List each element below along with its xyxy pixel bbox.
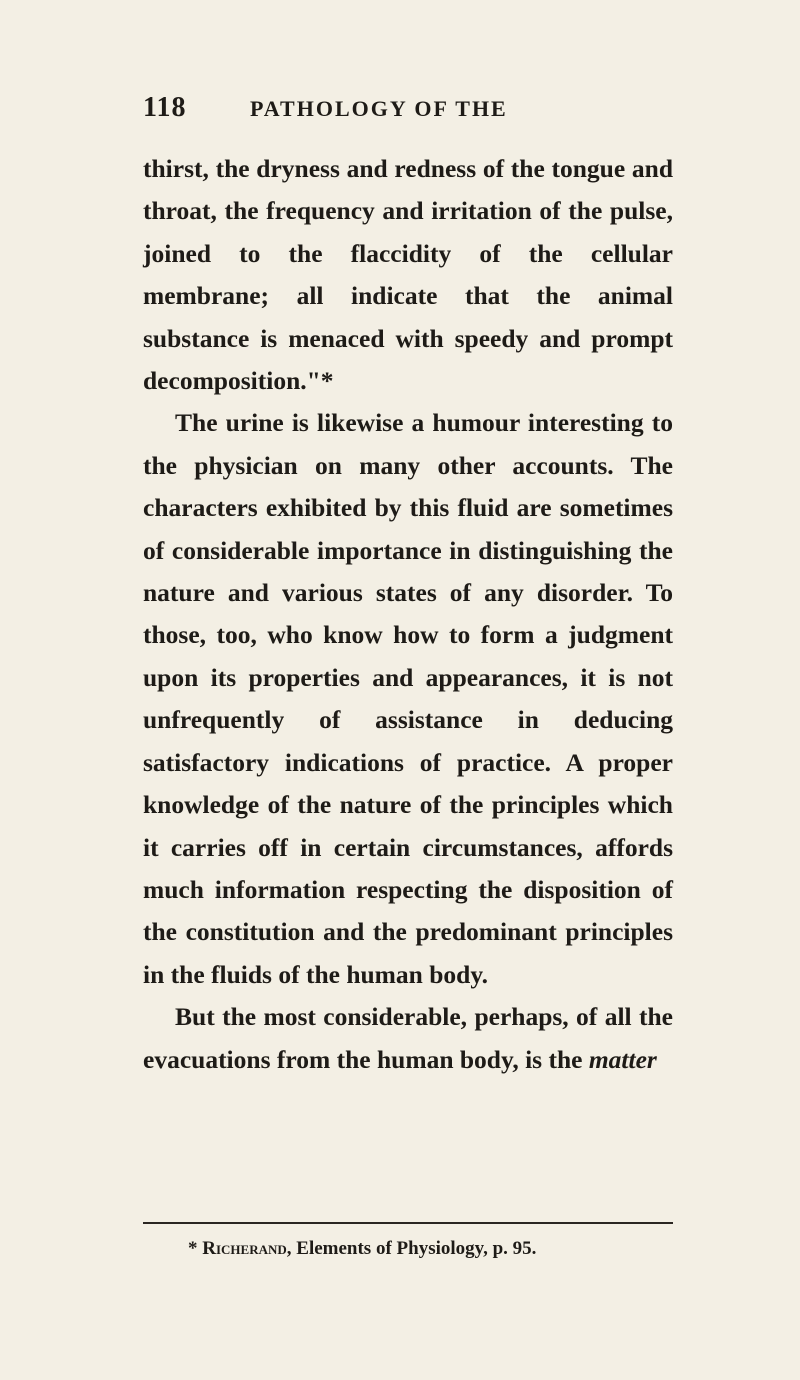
footnote-rule: [143, 1222, 673, 1224]
body-text: [143, 148, 673, 1081]
footnote: [188, 1236, 668, 1262]
page-header: [143, 92, 663, 132]
paragraph-3: [143, 996, 673, 1081]
running-head: PATHOLOGY OF THE: [250, 96, 508, 121]
paragraph-3-emphasis: matter: [588, 1044, 657, 1074]
footnote-citation: Elements of Physiology, p. 95.: [296, 1238, 537, 1259]
footnote-author: Richerand,: [202, 1238, 292, 1259]
footnote-marker: *: [188, 1238, 198, 1259]
paragraph-2: [143, 402, 673, 996]
paragraph-1: [143, 148, 673, 402]
page-number: 118: [143, 92, 187, 123]
paragraph-2-text: The urine is likewise a humour interesting to the physician on many other accounts. The characters exhibited by this fluid are sometimes of considerable importance in distinguishing the nature and various states of any disorder. To those, too, who know how to form a judgment upon its properties and appearances, it is not unfrequently of assistance in deducing satisfactory indications of practice. A proper knowledge of the nature of the principles which it carries off in certain circumstances, affords much information respecting the disposition of the constitution and the predominant principles in the fluids of the human body.: [143, 408, 673, 989]
paragraph-3-text: But the most considerable, perhaps, of all the evacuations from the human body, is the: [143, 1002, 673, 1074]
paragraph-1-text: thirst, the dryness and redness of the tongue and throat, the frequency and irritation of the pulse, joined to the flaccidity of the cellular membrane; all indicate that the animal substance is menaced with speedy and prompt decomposition."*: [143, 154, 673, 396]
